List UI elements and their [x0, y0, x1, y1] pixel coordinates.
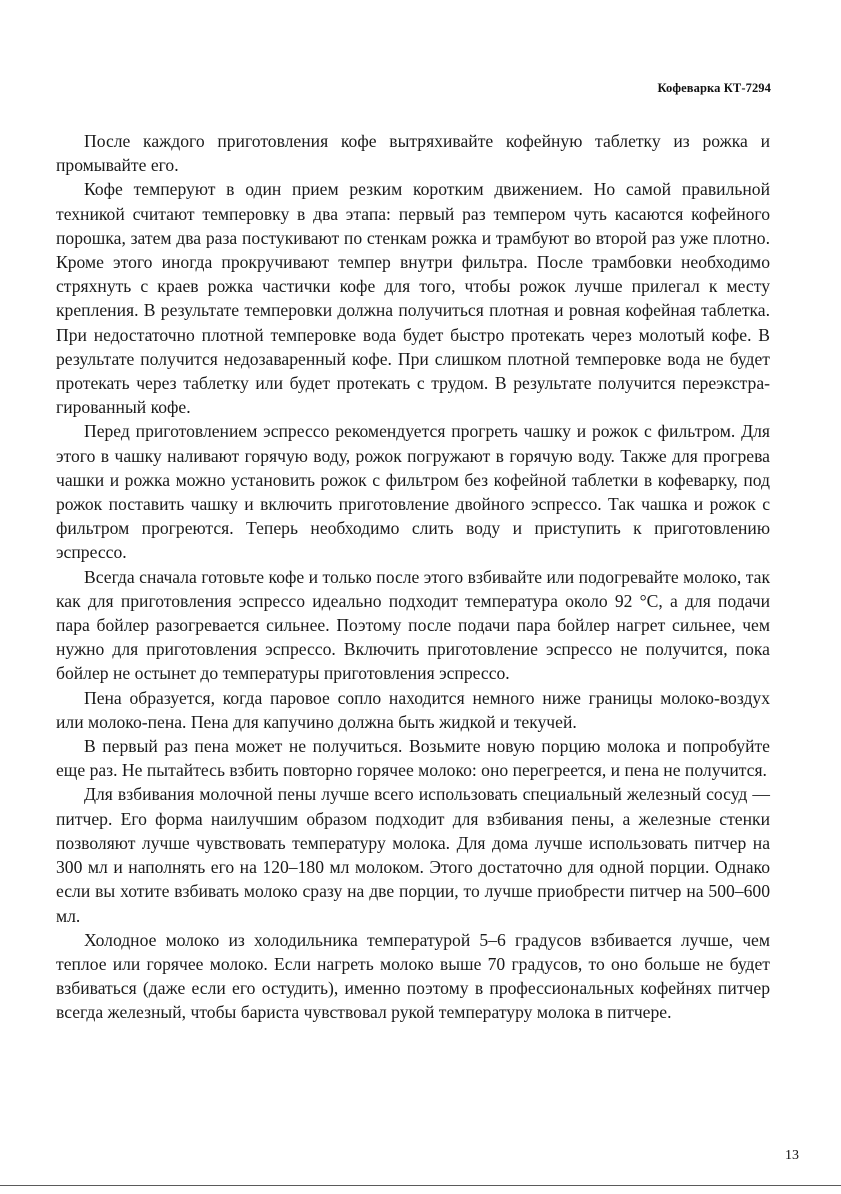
running-header-title: Кофеварка КТ-7294	[657, 81, 771, 95]
paragraph: Холодное молоко из холодильника температурой 5–6 градусов взбивается лучше, чем теплое или горячее молоко. Если нагреть молоко выше 70 градусов, то оно больше не будет взбиваться (даже если его остудить), именно поэтому в профессиональных кофейнях питчер всегда железный, чтобы бариста чувствовал рукой температуру молока в питчере.	[56, 929, 770, 1023]
paragraph: Кофе темперуют в один прием резким коротким движением. Но самой правильной техникой считают темперовку в два этапа: первый раз темпером чуть касаются кофейного порошка, затем два раза постукивают по стенкам рожка и трамбуют во второй раз уже плотно. Кроме этого иногда прокручивают темпер внутри фильтра. После трамбовки необходимо стряхнуть с краев рожка частички кофе для того, чтобы рожок лучше прилегал к месту крепления. В результате темперовки должна получиться плотная и ровная кофейная таблетка. При недостаточно плотной темперовке вода будет быстро протекать через молотый кофе. В результате получится недозаваренный кофе. При слишком плотной темперовке вода не будет протекать через таблетку или будет протекать с трудом. В результате получится переэкстрагированный кофе.	[56, 179, 770, 418]
body-text	[56, 129, 770, 1025]
paragraph: Для взбивания молочной пены лучше всего использовать специальный железный сосуд — питчер. Его форма наилучшим образом подходит для взбивания пены, а железные стенки позволяют лучше чувствовать температуру молока. Для дома лучше использовать питчер на 300 мл и наполнять его на 120–180 мл молоком. Этого достаточно для одной порции. Однако если вы хотите взбивать молоко сразу на две порции, то лучше приобрести питчер на 500–600 мл.	[56, 784, 770, 926]
paragraph: Всегда сначала готовьте кофе и только после этого взбивайте или подогревайте молоко, так как для приготовления эспрессо идеально подходит температура около 92 °C, а для подачи пара бойлер разогревается сильнее. Поэтому после подачи пара бойлер нагрет сильнее, чем нужно для приготовления эспрессо. Включить приготовление эспрессо не получится, пока бойлер не остынет до температуры приготовления эспрессо.	[56, 566, 770, 684]
paragraph: Пена образуется, когда паровое сопло находится немного ниже границы молоко-воздух или молоко-пена. Пена для капучино должна быть жидкой и текучей.	[56, 687, 770, 732]
page-number: 13	[785, 1148, 799, 1163]
paragraph: Перед приготовлением эспрессо рекомендуется прогреть чашку и рожок с фильтром. Для этого в чашку наливают горячую воду, рожок погружают в горячую воду. Также для прогрева чашки и рожка можно установить рожок с фильтром без кофейной таблетки в кофеварку, под рожок поставить чашку и включить приготовление двойного эспрессо. Так чашка и рожок с фильтром прогреются. Теперь необходимо слить воду и приступить к приготовлению эспрессо.	[56, 421, 770, 563]
paragraph: В первый раз пена может не получиться. Возьмите новую порцию молока и попробуйте еще раз. Не пытайтесь взбить повторно горячее молоко: оно перегреется, и пена не получится.	[56, 736, 770, 781]
paragraph: После каждого приготовления кофе вытряхивайте кофейную таблетку из рожка и промывайте его.	[56, 131, 770, 176]
